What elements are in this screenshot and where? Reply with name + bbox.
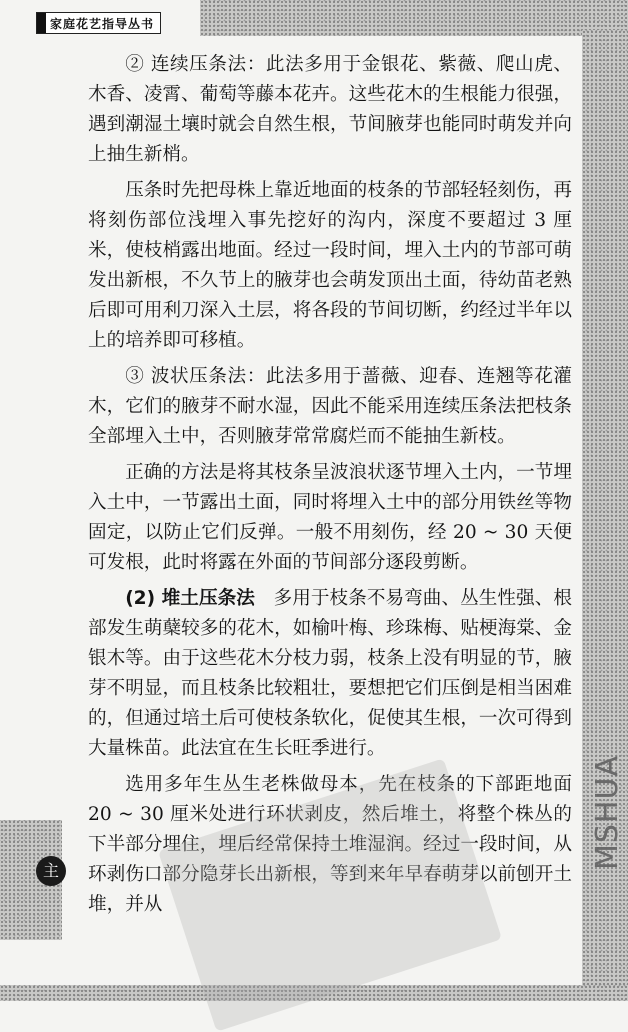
paragraph-mound-layering [88,584,572,764]
page-number-badge: 主 [36,856,66,886]
section-heading-mound-layering: (2) 堆土压条法 [125,588,255,609]
paragraph-mound-layering-steps: 选用多年生丛生老株做母本，先在枝条的下部距地面 20 ~ 30 厘米处进行环状剥皮，然后堆土，将整个株丛的下半部分埋住，埋后经常保持土堆湿润。经过一段时间，从环剥伤口部分隐芽长出新根，等到来年早春萌芽以前刨开土堆，并从 [88,774,572,915]
scan-edge-top [200,0,628,36]
paragraph-mound-layering-text: 多用于枝条不易弯曲、丛生性强、根部发生萌蘖较多的花木，如榆叶梅、珍珠梅、贴梗海棠、金银木等。由于这些花木分枝力弱，枝条上没有明显的节，腋芽不明显，而且枝条比较粗壮，要想把它们压倒是相当困难的，但通过培土后可使枝条软化，促使其生根，一次可得到大量株苗。此法宜在生长旺季进行。 [88,588,572,759]
paragraph-continuous-layering: ② 连续压条法：此法多用于金银花、紫薇、爬山虎、木香、凌霄、葡萄等藤本花卉。这些花木的生根能力很强，遇到潮湿土壤时就会自然生根，节间腋芽也能同时萌发并向上抽生新梢。 [88,54,572,165]
paragraph-wave-layering: ③ 波状压条法：此法多用于蔷薇、迎春、连翘等花灌木，它们的腋芽不耐水湿，因此不能采用连续压条法把枝条全部埋入土中，否则腋芽常常腐烂而不能抽生新枝。 [88,366,572,447]
page-body [88,50,572,926]
paragraph-wave-layering-method: 正确的方法是将其枝条呈波浪状逐节埋入土内，一节埋入土中，一节露出土面，同时将埋入土中的部分用铁丝等物固定，以防止它们反弹。一般不用刻伤，经 20 ~ 30 天便可发根，此时将露在外面的节间部分逐段剪断。 [88,462,572,573]
series-title: 家庭花艺指导丛书 [50,16,155,31]
watermark-logo: MSHUA [590,755,625,870]
scan-edge-bottom [0,985,628,1001]
header-block-marker [37,13,46,33]
series-header [36,12,161,34]
paragraph-continuous-layering-steps: 压条时先把母株上靠近地面的枝条的节部轻轻刻伤，再将刻伤部位浅埋入事先挖好的沟内，深度不要超过 3 厘米，使枝梢露出地面。经过一段时间，埋入土内的节部可萌发出新根，不久节上的腋芽也会萌发顶出土面，待幼苗老熟后即可用利刀深入土层，将各段的节间切断，约经过半年以上的培养即可移植。 [88,180,572,351]
